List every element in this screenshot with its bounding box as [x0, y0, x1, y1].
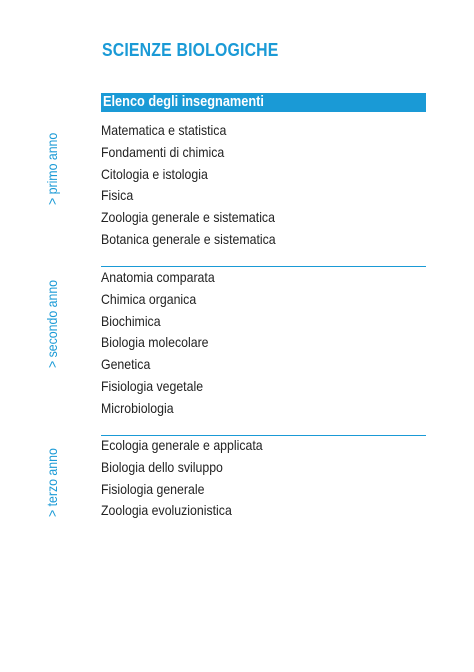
list-item: Matematica e statistica [101, 122, 227, 138]
list-item: Chimica organica [101, 290, 197, 307]
list-item: Ecologia generale e applicata [101, 437, 263, 453]
list-item: Zoologia generale e sistematica [101, 209, 275, 226]
list-item: Fondamenti di chimica [101, 143, 225, 160]
course-list-second [101, 267, 230, 420]
list-item: Biologia molecolare [101, 334, 209, 351]
page-title: SCIENZE BIOLOGICHE [102, 40, 279, 60]
list-item: Zoologia evoluzionistica [101, 502, 232, 519]
course-list-first [101, 120, 299, 251]
year-label-first: > primo anno [44, 132, 60, 205]
list-item: Fisica [101, 187, 134, 204]
courses-banner [101, 93, 426, 112]
list-item: Biologia dello sviluppo [101, 458, 223, 475]
list-item: Fisiologia vegetale [101, 377, 204, 394]
list-item: Citologia e istologia [101, 165, 208, 182]
year-label-third: > terzo anno [44, 448, 60, 517]
list-item: Genetica [101, 356, 151, 373]
list-item: Microbiologia [101, 399, 174, 416]
year-label-second: > secondo anno [44, 279, 60, 368]
list-item: Biochimica [101, 312, 161, 329]
courses-banner-label: Elenco degli insegnamenti [103, 94, 264, 110]
list-item: Anatomia comparata [101, 269, 215, 285]
list-item: Fisiologia generale [101, 480, 205, 497]
course-list-third [101, 435, 285, 522]
list-item: Botanica generale e sistematica [101, 230, 276, 247]
